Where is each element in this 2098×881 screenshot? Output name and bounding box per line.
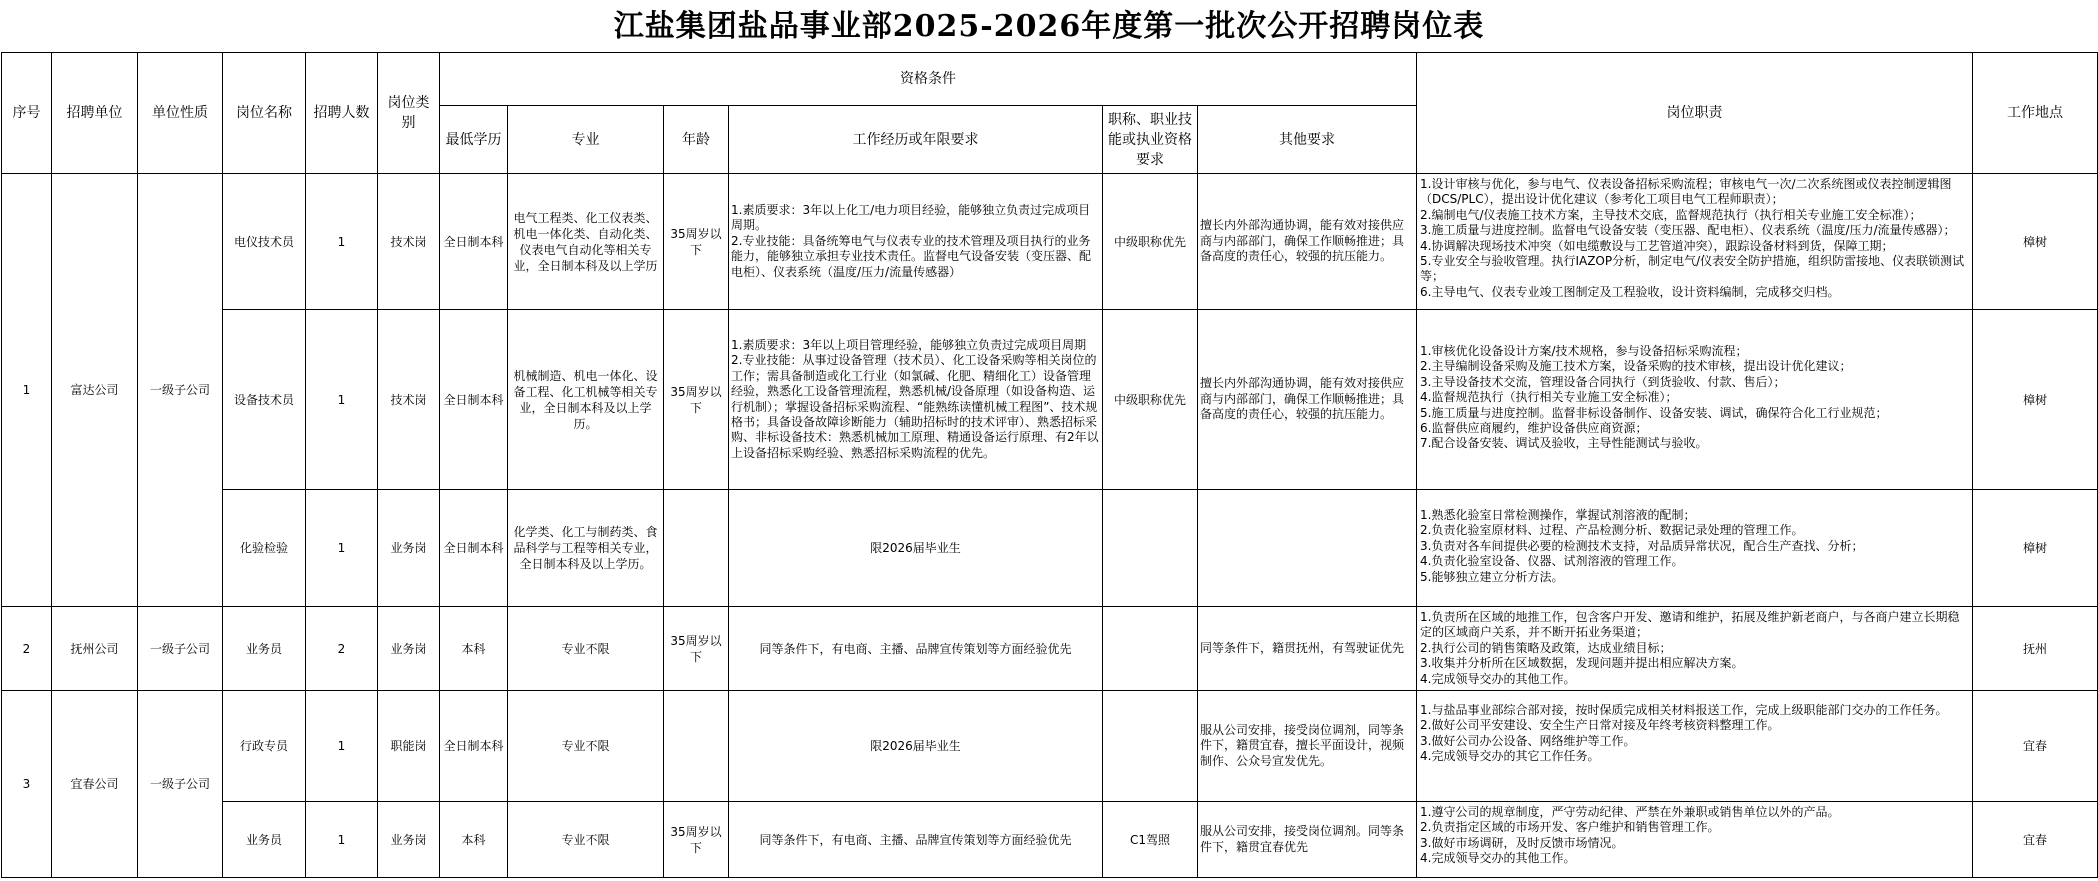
table-row (2, 174, 2098, 310)
other-cell: 擅长内外部沟通协调，能有效对接供应商与内部部门，确保工作顺畅推进；具备高度的责任心，较强的抗压能力。 (1198, 310, 1417, 490)
header-location: 工作地点 (1973, 53, 2098, 174)
page-title: 江盐集团盐品事业部2025-2026年度第一批次公开招聘岗位表 (613, 9, 1485, 44)
header-category: 岗位类别 (378, 53, 440, 174)
category-cell: 业务岗 (378, 607, 440, 691)
recruitment-table (1, 52, 2098, 878)
header-experience: 工作经历或年限要求 (729, 106, 1103, 174)
title-cert-cell (1103, 691, 1198, 802)
education-cell: 全日制本科 (440, 310, 508, 490)
age-cell (664, 490, 729, 607)
header-count: 招聘人数 (306, 53, 378, 174)
count-cell: 1 (306, 802, 378, 878)
experience-cell: 1.素质要求：3年以上化工/电力项目经验，能够独立负责过完成项目周期。 2.专业技能：具备统筹电气与仪表专业的技术管理及项目执行的业务能力，能够独立承担专业技术责任。监督电气设备安装（变压器、配电柜）、仪表系统（温度/压力/流量传感器） (729, 174, 1103, 310)
location-cell: 樟树 (1973, 174, 2098, 310)
major-cell: 化学类、化工与制药类、食品科学与工程等相关专业，全日制本科及以上学历。 (508, 490, 664, 607)
seq-cell: 1 (2, 174, 52, 607)
location-cell: 樟树 (1973, 490, 2098, 607)
responsibilities-cell: 1.负责所在区域的地推工作，包含客户开发、邀请和维护，拓展及维护新老商户，与各商户建立长期稳定的区域商户关系，并不断开拓业务渠道； 2.执行公司的销售策略及政策，达成业绩目标； 3.收集并分析所在区域数据，发现问题并提出相应解决方案。 4.完成领导交办的其他工作。 (1417, 607, 1973, 691)
header-other: 其他要求 (1198, 106, 1417, 174)
responsibilities-cell: 1.遵守公司的规章制度，严守劳动纪律、严禁在外兼职或销售单位以外的产品。 2.负责指定区域的市场开发、客户维护和销售管理工作。 3.做好市场调研，及时反馈市场情况。 4.完成领导交办的其他工作。 (1417, 802, 1973, 878)
category-cell: 技术岗 (378, 310, 440, 490)
education-cell: 本科 (440, 802, 508, 878)
table-row (2, 691, 2098, 802)
title-cert-cell (1103, 607, 1198, 691)
responsibilities-cell: 1.设计审核与优化，参与电气、仪表设备招标采购流程；审核电气一次/二次系统图或仪表控制逻辑图（DCS/PLC），提出设计优化建议（参考化工项目电气工程师职责）； 2.编制电气/仪表施工技术方案，主导技术交底，监督规范执行（执行相关专业施工安全标准）； 3.施工质量与进度控制。监督电气设备安装（变压器、配电柜）、仪表系统（温度/压力/流量传感器）； 4.协调解决现场技术冲突（如电缆敷设与工艺管道冲突），跟踪设备材料到货，保障工期； 5.专业安全与验收管理。执行IAZOP分析，制定电气/仪表安全防护措施，组织防雷接地、仪表联锁测试等； 6.主导电气、仪表专业竣工图制定及工程验收，设计资料编制，完成移交归档。 (1417, 174, 1973, 310)
major-cell: 专业不限 (508, 691, 664, 802)
unit-type-cell: 一级子公司 (138, 691, 223, 878)
responsibilities-cell: 1.审核优化设备设计方案/技术规格，参与设备招标采购流程； 2.主导编制设备采购及施工技术方案，设备采购的技术审核，提出设计优化建议； 3.主导设备技术交流，管理设备合同执行（到货验收、付款、售后）； 4.监督规范执行（执行相关专业施工安全标准）； 5.施工质量与进度控制。监督非标设备制作、设备安装、调试，确保符合化工行业规范； 6.监督供应商履约，维护设备供应商资源； 7.配合设备安装、调试及验收，主导性能测试与验收。 (1417, 310, 1973, 490)
position-cell: 行政专员 (223, 691, 306, 802)
position-cell: 设备技术员 (223, 310, 306, 490)
seq-cell: 3 (2, 691, 52, 878)
table-row (2, 802, 2098, 878)
education-cell: 全日制本科 (440, 174, 508, 310)
header-title-cert: 职称、职业技能或执业资格要求 (1103, 106, 1198, 174)
title-cert-cell (1103, 490, 1198, 607)
other-cell: 同等条件下，籍贯抚州，有驾驶证优先 (1198, 607, 1417, 691)
position-cell: 业务员 (223, 607, 306, 691)
category-cell: 业务岗 (378, 490, 440, 607)
other-cell (1198, 490, 1417, 607)
header-responsibilities: 岗位职责 (1417, 53, 1973, 174)
experience-cell: 限2026届毕业生 (729, 490, 1103, 607)
other-cell: 擅长内外部沟通协调，能有效对接供应商与内部部门，确保工作顺畅推进；具备高度的责任心，较强的抗压能力。 (1198, 174, 1417, 310)
age-cell: 35周岁以下 (664, 310, 729, 490)
title-cert-cell: 中级职称优先 (1103, 310, 1198, 490)
table-row (2, 490, 2098, 607)
unit-type-cell: 一级子公司 (138, 607, 223, 691)
location-cell: 宜春 (1973, 691, 2098, 802)
count-cell: 1 (306, 174, 378, 310)
education-cell: 全日制本科 (440, 691, 508, 802)
category-cell: 职能岗 (378, 691, 440, 802)
age-cell: 35周岁以下 (664, 174, 729, 310)
unit-type-cell: 一级子公司 (138, 174, 223, 607)
age-cell: 35周岁以下 (664, 607, 729, 691)
responsibilities-cell: 1.熟悉化验室日常检测操作，掌握试剂溶液的配制； 2.负责化验室原材料、过程、产品检测分析、数据记录处理的管理工作。 3.负责对各车间提供必要的检测技术支持，对品质异常状况，配合生产查找、分析； 4.负责化验室设备、仪器、试剂溶液的管理工作。 5.能够独立建立分析方法。 (1417, 490, 1973, 607)
position-cell: 化验检验 (223, 490, 306, 607)
other-cell: 服从公司安排，接受岗位调剂，同等条件下，籍贯宜春，擅长平面设计，视频制作、公众号宣发优先。 (1198, 691, 1417, 802)
category-cell: 业务岗 (378, 802, 440, 878)
major-cell: 专业不限 (508, 607, 664, 691)
location-cell: 樟树 (1973, 310, 2098, 490)
responsibilities-cell: 1.与盐品事业部综合部对接，按时保质完成相关材料报送工作，完成上级职能部门交办的工作任务。 2.做好公司平安建设、安全生产日常对接及年终考核资料整理工作。 3.做好公司办公设备、网络维护等工作。 4.完成领导交办的其它工作任务。 (1417, 691, 1973, 802)
unit-cell: 宜春公司 (52, 691, 138, 878)
location-cell: 抚州 (1973, 607, 2098, 691)
education-cell: 本科 (440, 607, 508, 691)
count-cell: 1 (306, 490, 378, 607)
experience-cell: 1.素质要求：3年以上项目管理经验，能够独立负责过完成项目周期 2.专业技能：从事过设备管理（技术员）、化工设备采购等相关岗位的工作；需具备制造或化工行业（如氯碱、化肥、精细化工）设备管理经验，熟悉化工设备管理流程，熟悉机械/设备原理（如设备构造、运行机制）；掌握设备招标采购流程、“能熟练读懂机械工程图”、技术规格书；具备设备故障诊断能力（辅助招标时的技术评审）、熟悉招标采购、非标设备技术：熟悉机械加工原理、精通设备运行原理、有2年以上设备招标采购经验、熟悉招标采购流程的优先。 (729, 310, 1103, 490)
experience-cell: 同等条件下，有电商、主播、品牌宣传策划等方面经验优先 (729, 802, 1103, 878)
header-unit-type: 单位性质 (138, 53, 223, 174)
experience-cell: 同等条件下，有电商、主播、品牌宣传策划等方面经验优先 (729, 607, 1103, 691)
header-unit: 招聘单位 (52, 53, 138, 174)
other-cell: 服从公司安排，接受岗位调剂。同等条件下，籍贯宜春优先 (1198, 802, 1417, 878)
age-cell (664, 691, 729, 802)
unit-cell: 富达公司 (52, 174, 138, 607)
position-cell: 业务员 (223, 802, 306, 878)
count-cell: 2 (306, 607, 378, 691)
header-age: 年龄 (664, 106, 729, 174)
experience-cell: 限2026届毕业生 (729, 691, 1103, 802)
title-cert-cell: 中级职称优先 (1103, 174, 1198, 310)
age-cell: 35周岁以下 (664, 802, 729, 878)
position-cell: 电仪技术员 (223, 174, 306, 310)
education-cell: 全日制本科 (440, 490, 508, 607)
header-position: 岗位名称 (223, 53, 306, 174)
count-cell: 1 (306, 310, 378, 490)
category-cell: 技术岗 (378, 174, 440, 310)
table-row (2, 310, 2098, 490)
count-cell: 1 (306, 691, 378, 802)
location-cell: 宜春 (1973, 802, 2098, 878)
major-cell: 机械制造、机电一体化、设备工程、化工机械等相关专业，全日制本科及以上学历。 (508, 310, 664, 490)
header-major: 专业 (508, 106, 664, 174)
major-cell: 电气工程类、化工仪表类、机电一体化类、自动化类、仪表电气自动化等相关专业，全日制本科及以上学历 (508, 174, 664, 310)
header-seq: 序号 (2, 53, 52, 174)
table-row (2, 607, 2098, 691)
title-cert-cell: C1驾照 (1103, 802, 1198, 878)
header-education: 最低学历 (440, 106, 508, 174)
unit-cell: 抚州公司 (52, 607, 138, 691)
major-cell: 专业不限 (508, 802, 664, 878)
header-qualification: 资格条件 (440, 53, 1417, 106)
seq-cell: 2 (2, 607, 52, 691)
